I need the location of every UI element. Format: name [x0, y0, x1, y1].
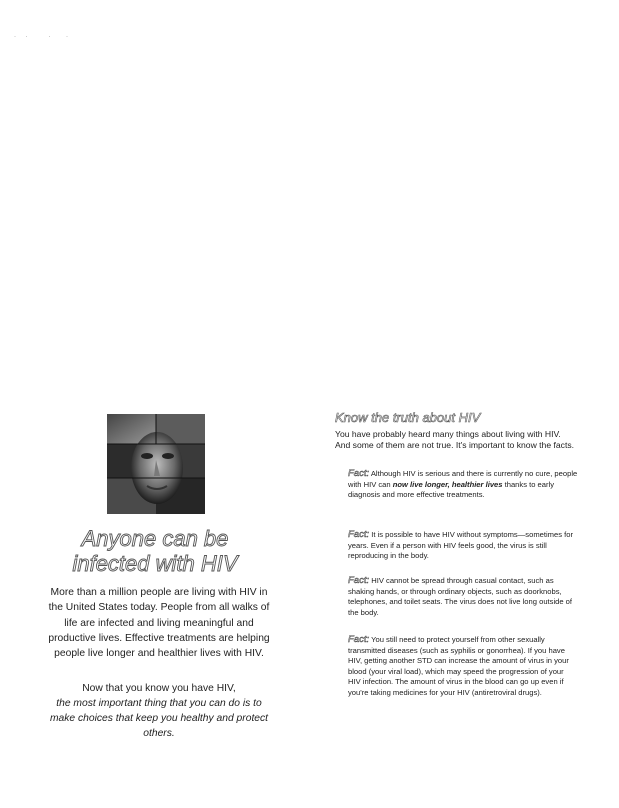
fact-text: HIV cannot be spread through casual contact, such as shaking hands, or through ordinary objects, such as doorknobs, telephones, and toilet seats. The virus does not live long outside of the body.: [348, 576, 573, 617]
title-line-2: infected with HIV: [72, 551, 238, 576]
fact-item: [348, 635, 578, 699]
title-line-1: Anyone can be: [81, 526, 229, 551]
intro-paragraph: [44, 585, 274, 661]
fact-item: [348, 530, 578, 562]
lead-paragraph: You have probably heard many things about living with HIV. And some of them are not true. It's important to know the facts.: [335, 429, 575, 450]
page-title: [40, 526, 270, 576]
section-title: Know the truth about HIV: [335, 410, 481, 425]
fact-text: You still need to protect yourself from other sexually transmitted diseases (such as syphilis or gonorrhea). If you have HIV, getting another STD can increase the amount of virus in your blood (your viral load), which may speed the progression of your HIV infection. The amount of virus in the blood can go up even if you're taking medicines for your HIV (antiretroviral drugs).: [348, 635, 569, 697]
faces-collage-image: [107, 414, 205, 514]
fact-label: Fact:: [348, 468, 370, 479]
closing-emphasis: the most important thing that you can do is to make choices that keep you healthy and protect others.: [49, 698, 269, 739]
closing-paragraph: [44, 681, 274, 741]
fact-label: Fact:: [348, 529, 370, 540]
fact-label: Fact:: [348, 634, 370, 645]
scan-specks: · · · ·: [14, 34, 72, 40]
fact-text: It is possible to have HIV without symptoms—sometimes for years. Even if a person with HIV feels good, the virus is still reproducing in the body.: [348, 530, 573, 561]
fact-text-before: Although HIV is serious and there is currently no cure, people with HIV can: [348, 469, 578, 489]
fact-text-after: thanks to early diagnosis and more effective treatments.: [348, 479, 555, 500]
fact-label: Fact:: [348, 575, 370, 586]
fact-item: [348, 469, 578, 501]
fact-emphasis: now live longer, healthier lives: [392, 479, 503, 489]
intro-text: More than a million people are living with HIV in the United States today. People from all walks of life are infected and living meaningful and productive lives. Effective treatments are helping people live longer and healthier lives with HIV.: [48, 587, 270, 660]
closing-plain: Now that you know you have HIV,: [82, 683, 236, 694]
fact-item: [348, 576, 578, 618]
